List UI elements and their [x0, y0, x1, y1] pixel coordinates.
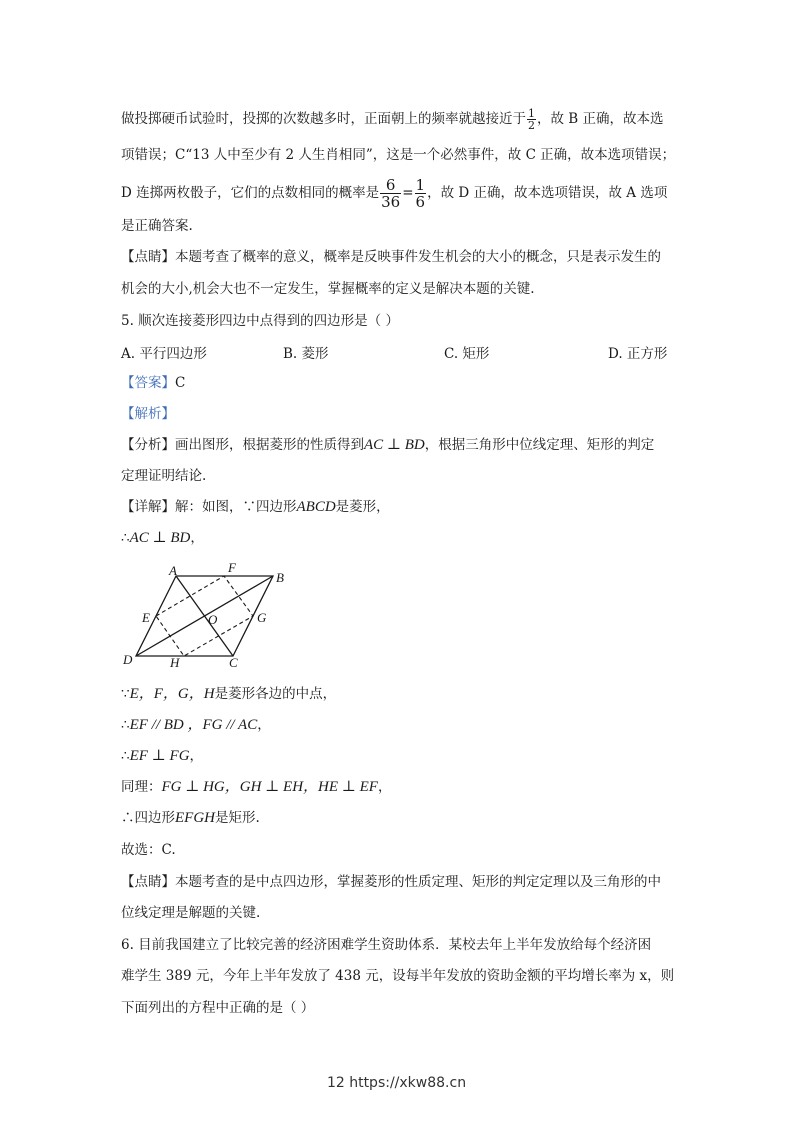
q4-line-1: 做投掷硬币试验时，投掷的次数越多时，正面朝上的频率就越接近于 $\frac{1}{2}$ ，故 B 正确，故本选	[121, 107, 664, 132]
q5-option-c: C. 矩形	[444, 346, 490, 362]
q5-analysis-1: 【分析】画出图形，根据菱形的性质得到AC ⊥ BD，根据三角形中位线定理、矩形的判定	[121, 437, 655, 453]
label-g: G	[257, 610, 267, 625]
label-o: O	[208, 612, 218, 627]
label-d: D	[123, 652, 133, 667]
label-f: F	[228, 560, 236, 575]
q5-comment-1: 【点睛】本题考查的是中点四边形，掌握菱形的性质定理、矩形的判定定理以及三角形的中	[121, 874, 661, 890]
q5-jiexi-tag: 【解析】	[121, 406, 175, 422]
q4-line-3: D 连掷两枚骰子，它们的点数相同的概率是 $\frac{6}{36}$ = $\frac{1}{6}$ ，故 D 正确，故本选项错误，故 A 选项	[121, 176, 668, 211]
label-b: B	[276, 570, 284, 585]
q5-detail-1: 【详解】解：如图，∵四边形ABCD是菱形，	[121, 499, 390, 515]
page-footer: 12 https://xkw88.cn	[326, 1075, 467, 1091]
q5-option-d: D. 正方形	[608, 346, 668, 362]
q5-stem: 5. 顺次连接菱形四边中点得到的四边形是（ ）	[121, 313, 399, 329]
q5-comment-2: 位线定理是解题的关键.	[121, 905, 261, 921]
q4-line-4: 是正确答案.	[121, 218, 193, 234]
q5-step-3: ∴EF // BD ，FG // AC，	[121, 717, 271, 733]
q5-step-5: 同理：FG ⊥ HG，GH ⊥ EH，HE ⊥ EF，	[121, 779, 392, 795]
q5-step-6: ∴四边形EFGH是矩形.	[121, 810, 260, 826]
q6-line-2: 难学生 389 元，今年上半年发放了 438 元，设每半年发放的资助金额的平均增长率为 x，则	[121, 968, 675, 984]
label-h: H	[170, 655, 180, 670]
q5-analysis-2: 定理证明结论.	[121, 468, 207, 484]
fraction-six-thirtysix: $\frac{6}{36}$	[381, 176, 401, 211]
answer-tag: 【答案】	[121, 375, 175, 391]
label-a: A	[169, 563, 177, 578]
rhombus-figure	[118, 556, 298, 674]
fraction-one-half: $\frac{1}{2}$	[528, 107, 535, 132]
label-e: E	[142, 610, 150, 625]
q6-line-1: 6. 目前我国建立了比较完善的经济困难学生资助体系．某校去年上半年发放给每个经济困	[121, 937, 652, 953]
fraction-one-sixth: $\frac{1}{6}$	[415, 176, 426, 211]
q4-comment-2: 机会的大小,机会大也不一定发生，掌握概率的定义是解决本题的关键.	[121, 281, 535, 297]
q6-line-3: 下面列出的方程中正确的是（ ）	[121, 1000, 315, 1016]
q5-step-2: ∵E，F，G，H是菱形各边的中点，	[121, 686, 337, 702]
q5-step-4: ∴EF ⊥ FG，	[121, 748, 204, 764]
q5-choose: 故选：C.	[121, 842, 176, 858]
q5-option-a: A. 平行四边形	[121, 346, 207, 362]
q4-line-2: 项错误；C“13 人中至少有 2 人生肖相同”，这是一个必然事件，故 C 正确，故本选项错误；	[121, 147, 676, 163]
q5-step-1: ∴AC ⊥ BD，	[121, 530, 204, 546]
q5-option-b: B. 菱形	[283, 346, 329, 362]
label-c: C	[229, 655, 238, 670]
q5-answer: 【答案】C	[121, 375, 186, 391]
q4-comment-1: 【点睛】本题考查了概率的意义，概率是反映事件发生机会的大小的概念，只是表示发生的	[121, 249, 661, 265]
